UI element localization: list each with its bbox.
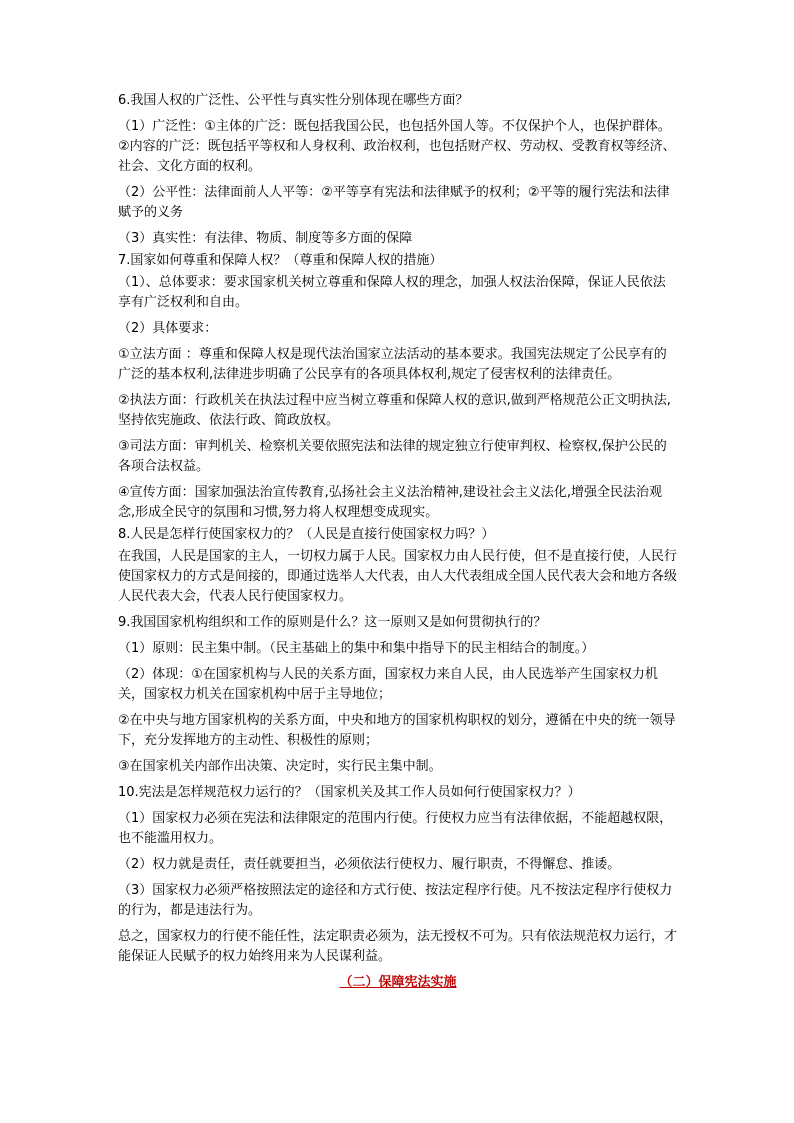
answer-10-scope: （1）国家权力必须在宪法和法律限定的范围内行使。行使权力应当有法律依据，不能超越权限，也不能滥用权力。	[118, 811, 673, 846]
question-7: 7.国家如何尊重和保障人权？（尊重和保障人权的措施）	[118, 253, 443, 268]
answer-6-authenticity: （3）真实性：有法律、物质、制度等多方面的保障	[118, 231, 413, 246]
answer-7-publicity: ④宣传方面：国家加强法治宣传教育,弘扬社会主义法治精神,建设社会主义法化,增强全民法治观念,形成全民守的氛围和习惯,努力将人权理想变成现实。	[118, 485, 663, 520]
document-page	[118, 91, 678, 993]
answer-8: 在我国，人民是国家的主人，一切权力属于人民。国家权力由人民行使，但不是直接行使，人民行使国家权力的方式是间接的，即通过选举人大代表，由人大代表组成全国人民代表大会和地方各级人民代表大会，代表人民行使国家权力。	[118, 549, 678, 604]
answer-9-internal: ③在国家机关内部作出决策、决定时，实行民主集中制。	[118, 759, 442, 774]
answer-7-legislation: ①立法方面 ：尊重和保障人权是现代法治国家立法活动的基本要求。我国宪法规定了公民享有的广泛的基本权利,法律进步明确了公民享有的各项具体权利,规定了侵害权利的法律责任。	[118, 347, 667, 382]
answer-10-procedure: （3）国家权力必须严格按照法定的途径和方式行使、按法定程序行使。凡不按法定程序行使权力的行为，都是违法行为。	[118, 883, 673, 918]
question-6: 6.我国人权的广泛性、公平性与真实性分别体现在哪些方面？	[118, 93, 469, 108]
answer-9-people: （2）体现：①在国家机构与人民的关系方面，国家权力来自人民，由人民选举产生国家权力机关，国家权力机关在国家机构中居于主导地位；	[118, 667, 658, 702]
answer-7-overall: （1）、总体要求：要求国家机关树立尊重和保障人权的理念，加强人权法治保障，保证人民依法享有广泛权利和自由。	[118, 275, 666, 310]
question-10: 10.宪法是怎样规范权力运行的？（国家机关及其工作人员如何行使国家权力？）	[118, 785, 581, 800]
answer-10-responsibility: （2）权力就是责任，责任就要担当，必须依法行使权力、履行职责，不得懈怠、推诿。	[118, 857, 621, 872]
answer-9-principle: （1）原则：民主集中制。（民主基础上的集中和集中指导下的民主相结合的制度。）	[118, 641, 595, 656]
answer-7-specific: （2）具体要求：	[118, 321, 218, 336]
answer-6-breadth: （1）广泛性：①主体的广泛：既包括我国公民，也包括外国人等。不仅保护个人，也保护群体。 ②内容的广泛：既包括平等权和人身权利、政治权利，也包括财产权、劳动权、受教育权等经济、社会、文化方面的权利。	[118, 119, 676, 174]
answer-7-judicial: ③司法方面：审判机关、检察机关要依照宪法和法律的规定独立行使审判权、检察权,保护公民的各项合法权益。	[118, 439, 667, 474]
answer-9-central-local: ②在中央与地方国家机构的关系方面，中央和地方的国家机构职权的划分，遵循在中央的统一领导下，充分发挥地方的主动性、积极性的原则；	[118, 713, 676, 748]
answer-10-summary: 总之，国家权力的行使不能任性，法定职责必须为，法无授权不可为。只有依法规范权力运行，才能保证人民赋予的权力始终用来为人民谋利益。	[118, 929, 678, 964]
question-9: 9.我国国家机构组织和工作的原则是什么？这一原则又是如何贯彻执行的？	[118, 615, 547, 630]
answer-7-enforcement: ②执法方面：行政机关在执法过程中应当树立尊重和保障人权的意识,做到严格规范公正文明执法,坚持依宪施政、依法行政、简政放权。	[118, 393, 671, 428]
answer-6-fairness: （2）公平性：法律面前人人平等：②平等享有宪法和法律赋予的权利；②平等的履行宪法和法律赋予的义务	[118, 185, 670, 220]
question-8: 8.人民是怎样行使国家权力的？（人民是直接行使国家权力吗？）	[118, 527, 495, 542]
section-heading: （二）保障宪法实施	[339, 975, 457, 990]
